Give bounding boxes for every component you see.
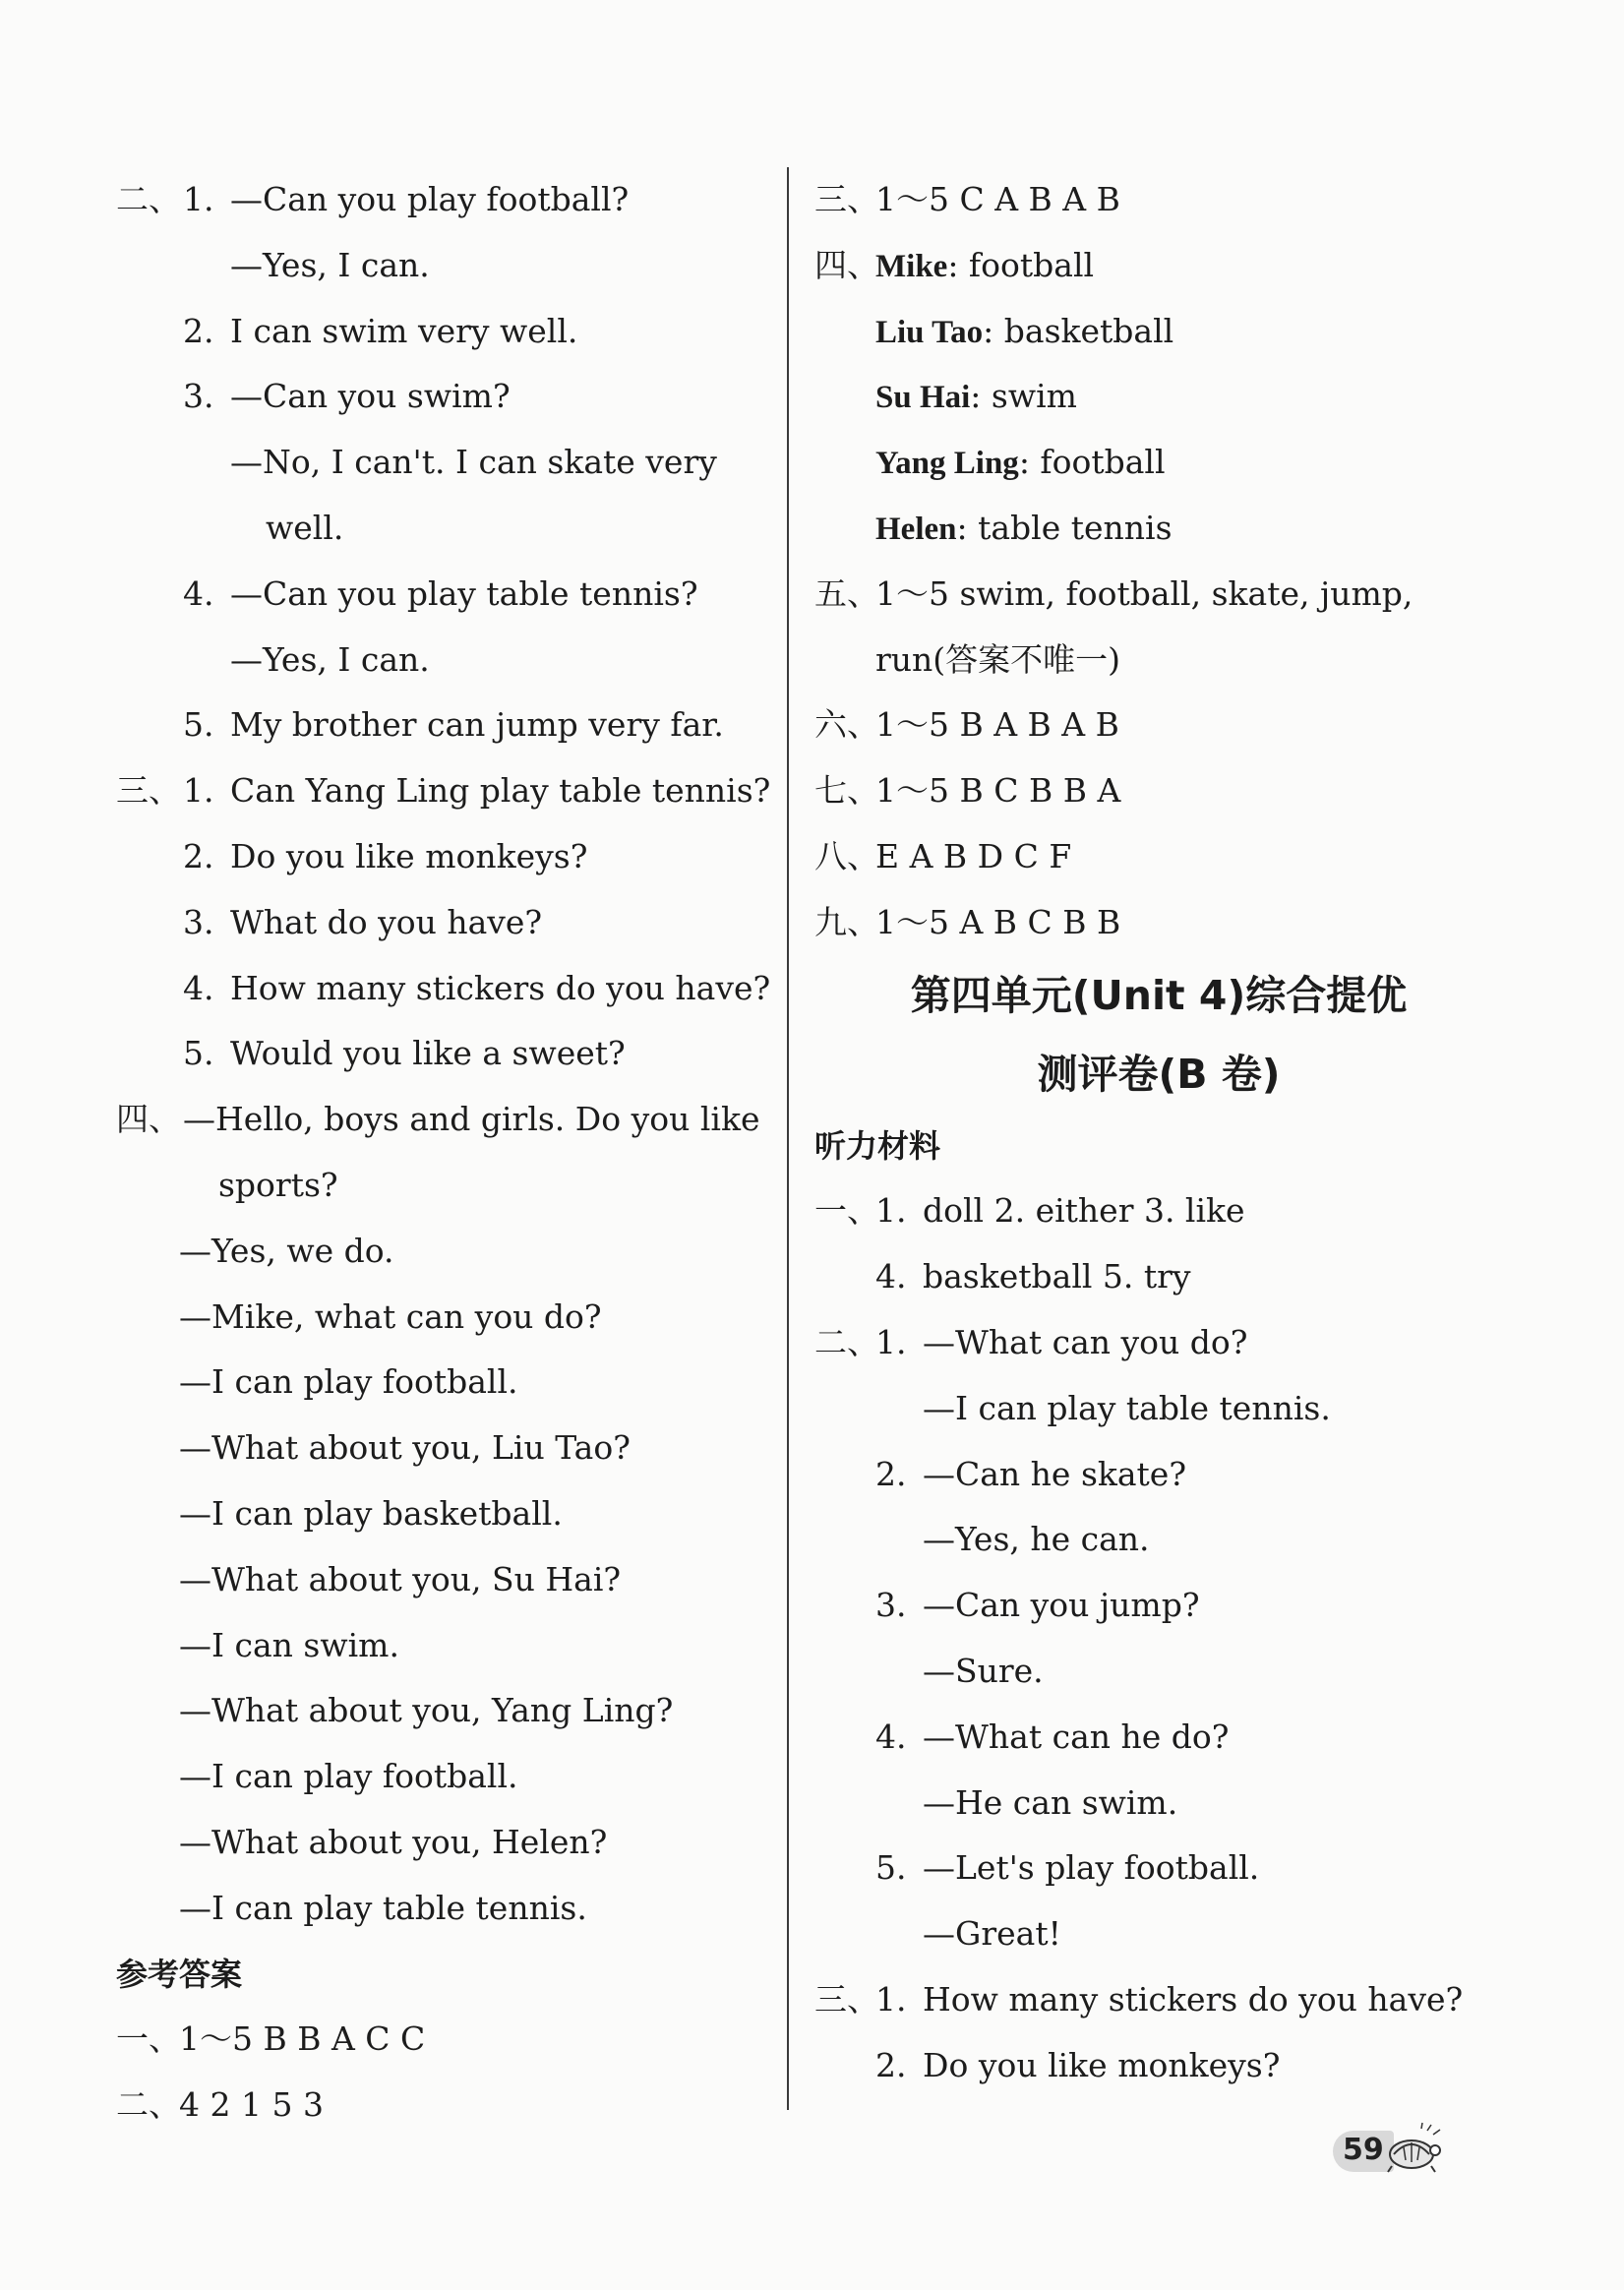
text-line bbox=[814, 364, 1503, 430]
line-text: —Great! bbox=[923, 1914, 1061, 1954]
text-line bbox=[116, 693, 775, 758]
text-line bbox=[116, 1481, 775, 1547]
text-line bbox=[814, 890, 1503, 956]
line-text: —Yes, we do. bbox=[179, 1231, 394, 1270]
text-line bbox=[116, 496, 775, 562]
right-column bbox=[814, 167, 1503, 2099]
line-text: How many stickers do you have? bbox=[230, 968, 771, 1007]
answer-entry bbox=[875, 233, 1094, 300]
answer-text: : basketball bbox=[983, 311, 1174, 350]
text-line bbox=[116, 430, 775, 496]
item-number: 1. bbox=[875, 1322, 907, 1361]
item-marker: 三、 bbox=[814, 1979, 879, 2019]
line-text: —What about you, Su Hai? bbox=[179, 1559, 622, 1598]
student-name: Yang Ling bbox=[875, 446, 1019, 482]
item-marker: 八、 bbox=[814, 836, 879, 875]
text-line bbox=[814, 1967, 1503, 2033]
line-text: 4 2 1 5 3 bbox=[179, 2085, 324, 2125]
text-line bbox=[814, 562, 1503, 628]
item-number: 1. bbox=[875, 1979, 907, 2019]
text-line bbox=[814, 167, 1503, 233]
text-line bbox=[116, 1285, 775, 1351]
line-text: —Mike, what can you do? bbox=[179, 1296, 602, 1336]
answer-entry bbox=[875, 430, 1166, 497]
page-number: 59 bbox=[1343, 2133, 1384, 2167]
item-number: 3. bbox=[875, 1586, 907, 1625]
section-heading: 参考答案 bbox=[116, 1955, 243, 1993]
item-number: 5. bbox=[875, 1848, 907, 1888]
answer-entry bbox=[875, 496, 1173, 563]
item-number: 5. bbox=[183, 705, 214, 745]
text-line bbox=[814, 1376, 1503, 1442]
line-text: —Yes, I can. bbox=[230, 639, 430, 679]
line-text: —Can you play football? bbox=[230, 180, 630, 218]
line-text: E A B D C F bbox=[875, 836, 1072, 875]
line-text: Do you like monkeys? bbox=[923, 2045, 1281, 2084]
text-line bbox=[116, 1810, 775, 1876]
line-text: Would you like a sweet? bbox=[230, 1034, 626, 1073]
line-text: —Let's play football. bbox=[923, 1848, 1260, 1888]
text-line bbox=[116, 1547, 775, 1613]
text-line bbox=[116, 1744, 775, 1810]
answer-entry bbox=[875, 364, 1077, 431]
answer-text: : football bbox=[947, 245, 1095, 284]
text-line bbox=[116, 299, 775, 365]
text-line bbox=[814, 1705, 1503, 1771]
item-marker: 二、 bbox=[116, 180, 181, 218]
text-line bbox=[116, 562, 775, 628]
line-text: well. bbox=[266, 508, 344, 547]
column-divider bbox=[787, 167, 789, 2110]
item-number: 2. bbox=[875, 1454, 907, 1493]
line-text: —I can play football. bbox=[179, 1362, 518, 1402]
page-number-badge bbox=[1333, 2127, 1451, 2176]
text-line bbox=[116, 1021, 775, 1087]
item-marker: 一、 bbox=[814, 1191, 879, 1231]
text-line bbox=[814, 1573, 1503, 1639]
line-text: —What can you do? bbox=[923, 1322, 1248, 1361]
text-line bbox=[116, 628, 775, 693]
line-text: —Hello, boys and girls. Do you like bbox=[183, 1100, 760, 1139]
line-text: 1～5 B B A C C bbox=[179, 2019, 426, 2059]
line-text: I can swim very well. bbox=[230, 311, 578, 350]
text-line bbox=[814, 758, 1503, 824]
text-line bbox=[814, 1771, 1503, 1837]
line-text: —Sure. bbox=[923, 1651, 1044, 1690]
line-text: How many stickers do you have? bbox=[923, 1979, 1464, 2019]
line-text: sports? bbox=[218, 1165, 338, 1204]
text-line bbox=[116, 1613, 775, 1679]
section-title-line1: 第四单元(Unit 4)综合提优 bbox=[910, 971, 1408, 1019]
text-line bbox=[116, 1153, 775, 1219]
text-line bbox=[116, 956, 775, 1022]
text-line bbox=[814, 1442, 1503, 1508]
answer-list-unit3 bbox=[814, 167, 1503, 956]
item-marker: 二、 bbox=[116, 2085, 181, 2125]
line-text: —No, I can't. I can skate very bbox=[230, 443, 717, 482]
text-line bbox=[116, 1087, 775, 1153]
item-number: 2. bbox=[183, 836, 214, 875]
listening-material-unit4 bbox=[814, 1114, 1503, 2099]
line-text: —Yes, I can. bbox=[230, 245, 430, 284]
item-number: 2. bbox=[183, 311, 214, 350]
line-text: My brother can jump very far. bbox=[230, 705, 724, 745]
line-text: —I can swim. bbox=[179, 1625, 399, 1664]
turtle-mascot-icon bbox=[1384, 2121, 1445, 2176]
text-line bbox=[814, 2033, 1503, 2099]
text-line bbox=[814, 1836, 1503, 1901]
text-line bbox=[814, 1639, 1503, 1705]
text-line bbox=[116, 1416, 775, 1481]
text-line bbox=[814, 233, 1503, 299]
text-line bbox=[116, 1678, 775, 1744]
item-marker: 四、 bbox=[814, 245, 879, 284]
line-text: run(答案不唯一) bbox=[875, 639, 1121, 679]
section-title-line2: 测评卷(B 卷) bbox=[1037, 1050, 1281, 1098]
item-number: 1. bbox=[183, 771, 214, 811]
text-line bbox=[814, 1901, 1503, 1967]
line-text: —Can he skate? bbox=[923, 1454, 1187, 1493]
item-number: 3. bbox=[183, 377, 214, 416]
text-line bbox=[814, 430, 1503, 496]
line-text: —Can you swim? bbox=[230, 377, 511, 416]
text-line bbox=[814, 693, 1503, 758]
text-line bbox=[814, 824, 1503, 890]
answer-text: : football bbox=[1018, 443, 1166, 482]
line-text: —What about you, Liu Tao? bbox=[179, 1428, 631, 1468]
student-name: Mike bbox=[875, 248, 948, 284]
line-text: —I can play football. bbox=[179, 1757, 518, 1796]
text-line bbox=[814, 496, 1503, 562]
line-text: 1～5 swim, football, skate, jump, bbox=[875, 573, 1413, 613]
text-line bbox=[814, 299, 1503, 365]
item-marker: 五、 bbox=[814, 573, 879, 613]
item-number: 1. bbox=[183, 180, 214, 218]
item-number: 5. bbox=[183, 1034, 214, 1073]
line-text: 1～5 B C B B A bbox=[875, 771, 1121, 811]
item-number: 3. bbox=[183, 902, 214, 941]
text-line bbox=[116, 167, 775, 233]
item-marker: 六、 bbox=[814, 705, 879, 745]
line-text: —Can you jump? bbox=[923, 1586, 1200, 1625]
line-text: —Can you play table tennis? bbox=[230, 573, 698, 613]
item-marker: 七、 bbox=[814, 771, 879, 811]
item-number: 1. bbox=[875, 1191, 907, 1231]
line-text: doll 2. either 3. like bbox=[923, 1191, 1245, 1231]
student-name: Su Hai bbox=[875, 380, 971, 416]
student-name: Liu Tao bbox=[875, 314, 984, 350]
line-text: Do you like monkeys? bbox=[230, 836, 588, 875]
item-marker: 四、 bbox=[116, 1100, 181, 1139]
answer-entry bbox=[875, 299, 1173, 366]
text-line bbox=[116, 1219, 775, 1285]
line-text: —What about you, Yang Ling? bbox=[179, 1691, 674, 1730]
item-number: 2. bbox=[875, 2045, 907, 2084]
line-text: —What about you, Helen? bbox=[179, 1822, 608, 1861]
line-text: —I can play table tennis. bbox=[923, 1388, 1331, 1427]
item-marker: 三、 bbox=[116, 771, 181, 811]
text-line bbox=[116, 1350, 775, 1416]
text-line bbox=[116, 364, 775, 430]
text-line bbox=[116, 1876, 775, 1942]
line-text: 1～5 A B C B B bbox=[875, 902, 1121, 941]
text-line bbox=[814, 1178, 1503, 1244]
item-marker: 二、 bbox=[814, 1322, 879, 1361]
text-line bbox=[116, 2073, 775, 2139]
item-number: 4. bbox=[875, 1257, 907, 1296]
line-text: —I can play table tennis. bbox=[179, 1888, 587, 1927]
line-text: 1～5 B A B A B bbox=[875, 705, 1119, 745]
line-text: basketball 5. try bbox=[923, 1257, 1191, 1296]
text-line bbox=[116, 824, 775, 890]
line-text: What do you have? bbox=[230, 902, 543, 941]
text-line bbox=[116, 233, 775, 299]
text-line bbox=[814, 628, 1503, 693]
item-number: 4. bbox=[875, 1717, 907, 1756]
answer-text: : table tennis bbox=[956, 508, 1173, 547]
text-line bbox=[116, 890, 775, 956]
item-marker: 一、 bbox=[116, 2019, 181, 2059]
student-name: Helen bbox=[875, 511, 957, 547]
item-marker: 九、 bbox=[814, 902, 879, 941]
text-line bbox=[814, 1310, 1503, 1376]
item-marker: 三、 bbox=[814, 180, 879, 218]
line-text: —I can play basketball. bbox=[179, 1493, 563, 1533]
text-line bbox=[116, 2007, 775, 2073]
text-line bbox=[814, 1507, 1503, 1573]
section-heading: 听力材料 bbox=[814, 1126, 941, 1165]
line-text: —Yes, he can. bbox=[923, 1520, 1150, 1559]
line-text: Can Yang Ling play table tennis? bbox=[230, 771, 771, 811]
answer-text: : swim bbox=[970, 377, 1077, 416]
line-text: 1～5 C A B A B bbox=[875, 180, 1120, 218]
text-line bbox=[116, 758, 775, 824]
line-text: —He can swim. bbox=[923, 1782, 1178, 1822]
item-number: 4. bbox=[183, 573, 214, 613]
text-line bbox=[814, 1244, 1503, 1310]
left-column bbox=[116, 167, 775, 2139]
line-text: —What can he do? bbox=[923, 1717, 1230, 1756]
item-number: 4. bbox=[183, 968, 214, 1007]
